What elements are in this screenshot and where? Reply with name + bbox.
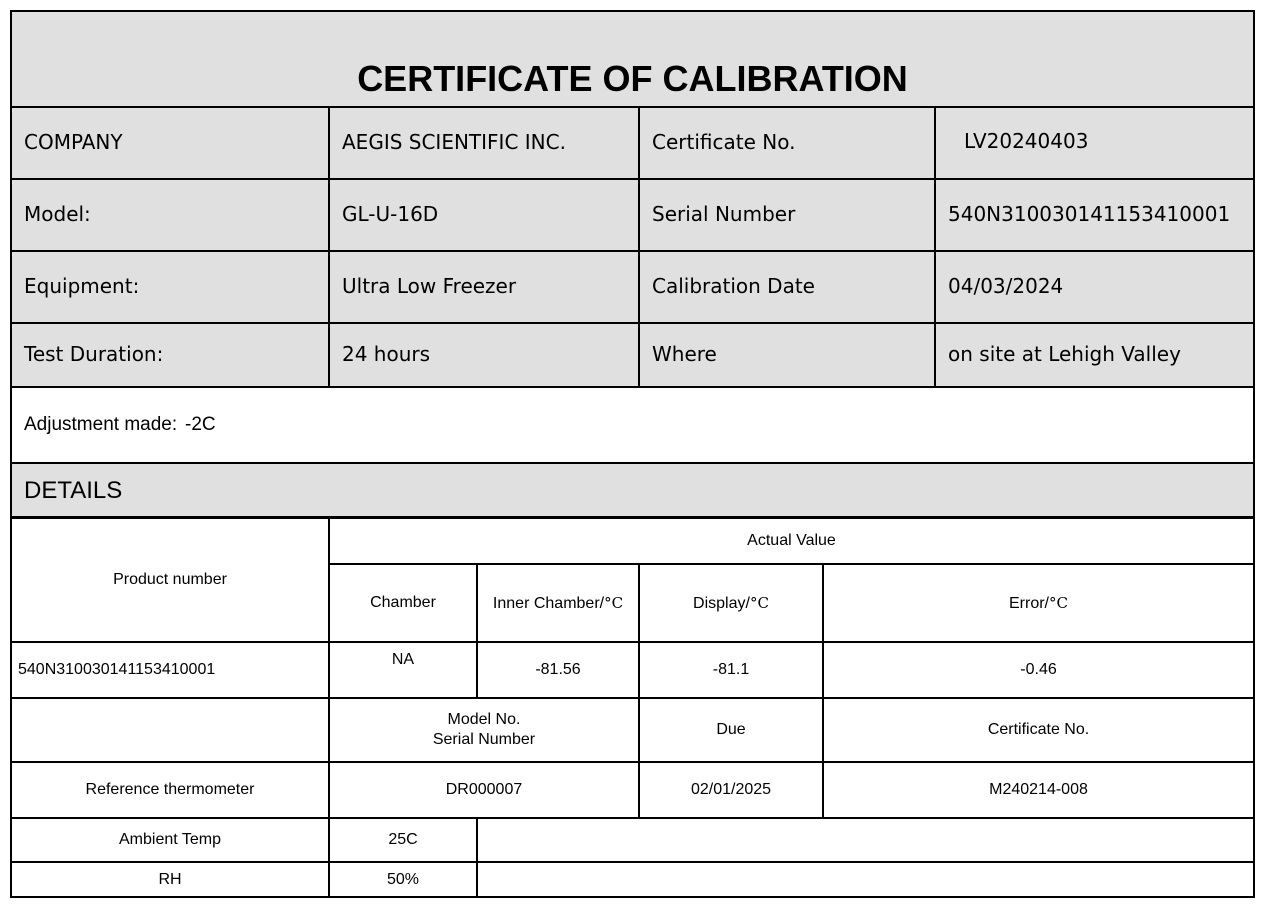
inner-chamber-header: Inner Chamber/°C xyxy=(492,594,624,612)
model-value: GL-U-16D xyxy=(342,202,439,226)
ambient-temp-label: Ambient Temp xyxy=(119,831,221,848)
error-value: -0.46 xyxy=(1020,661,1057,678)
serial-number-value: 540N310030141153410001 xyxy=(948,202,1231,226)
certificate-no-label: Certificate No. xyxy=(652,130,796,154)
unit-label: °C xyxy=(604,594,624,612)
reference-cert-value: M240214-008 xyxy=(989,781,1088,798)
chamber-value: NA xyxy=(391,651,415,668)
certificate-title: CERTIFICATE OF CALIBRATION xyxy=(357,58,908,99)
table-cell xyxy=(328,641,478,699)
model-no-header: Model No. xyxy=(447,711,521,728)
rh-label: RH xyxy=(158,871,182,888)
details-header-cell xyxy=(10,462,1255,519)
table-cell xyxy=(10,697,330,763)
where-value: on site at Lehigh Valley xyxy=(948,342,1181,366)
test-duration-label: Test Duration: xyxy=(24,342,164,366)
test-duration-value: 24 hours xyxy=(342,342,431,366)
calibration-date-value: 04/03/2024 xyxy=(948,274,1064,298)
calibration-date-label: Calibration Date xyxy=(652,274,815,298)
unit-label: °C xyxy=(1049,594,1068,612)
equipment-value: Ultra Low Freezer xyxy=(342,274,517,298)
reference-model-value: DR000007 xyxy=(445,781,523,798)
company-label: COMPANY xyxy=(24,130,123,154)
equipment-label: Equipment: xyxy=(24,274,140,298)
display-value: -81.1 xyxy=(712,661,750,678)
due-header: Due xyxy=(716,721,746,738)
ref-certificate-header: Certificate No. xyxy=(987,721,1090,738)
unit-label: °C xyxy=(749,594,769,612)
adjustment-value: -2C xyxy=(185,414,216,435)
details-header: DETAILS xyxy=(24,477,123,504)
certificate-no-value: LV20240403 xyxy=(964,129,1089,153)
chamber-header: Chamber xyxy=(370,594,436,611)
adjustment-label: Adjustment made: xyxy=(24,414,178,435)
model-label: Model: xyxy=(24,202,91,226)
product-number-header: Product number xyxy=(113,571,227,588)
product-number-value: 540N310030141153410001 xyxy=(18,661,216,678)
display-header: Display/°C xyxy=(693,594,769,612)
table-cell xyxy=(476,817,1255,863)
company-value: AEGIS SCIENTIFIC INC. xyxy=(342,130,566,154)
reference-thermometer-label: Reference thermometer xyxy=(85,781,255,798)
rh-value: 50% xyxy=(386,871,420,888)
serial-number-label: Serial Number xyxy=(652,202,796,226)
inner-chamber-value: -81.56 xyxy=(535,661,581,678)
actual-value-header: Actual Value xyxy=(747,532,836,549)
table-cell xyxy=(476,861,1255,898)
reference-due-value: 02/01/2025 xyxy=(690,781,772,798)
serial-number-header: Serial Number xyxy=(432,731,536,748)
where-label: Where xyxy=(652,342,717,366)
error-header: Error/°C xyxy=(1009,594,1068,612)
model-serial-header-cell xyxy=(328,697,640,763)
ambient-temp-value: 25C xyxy=(388,831,418,848)
